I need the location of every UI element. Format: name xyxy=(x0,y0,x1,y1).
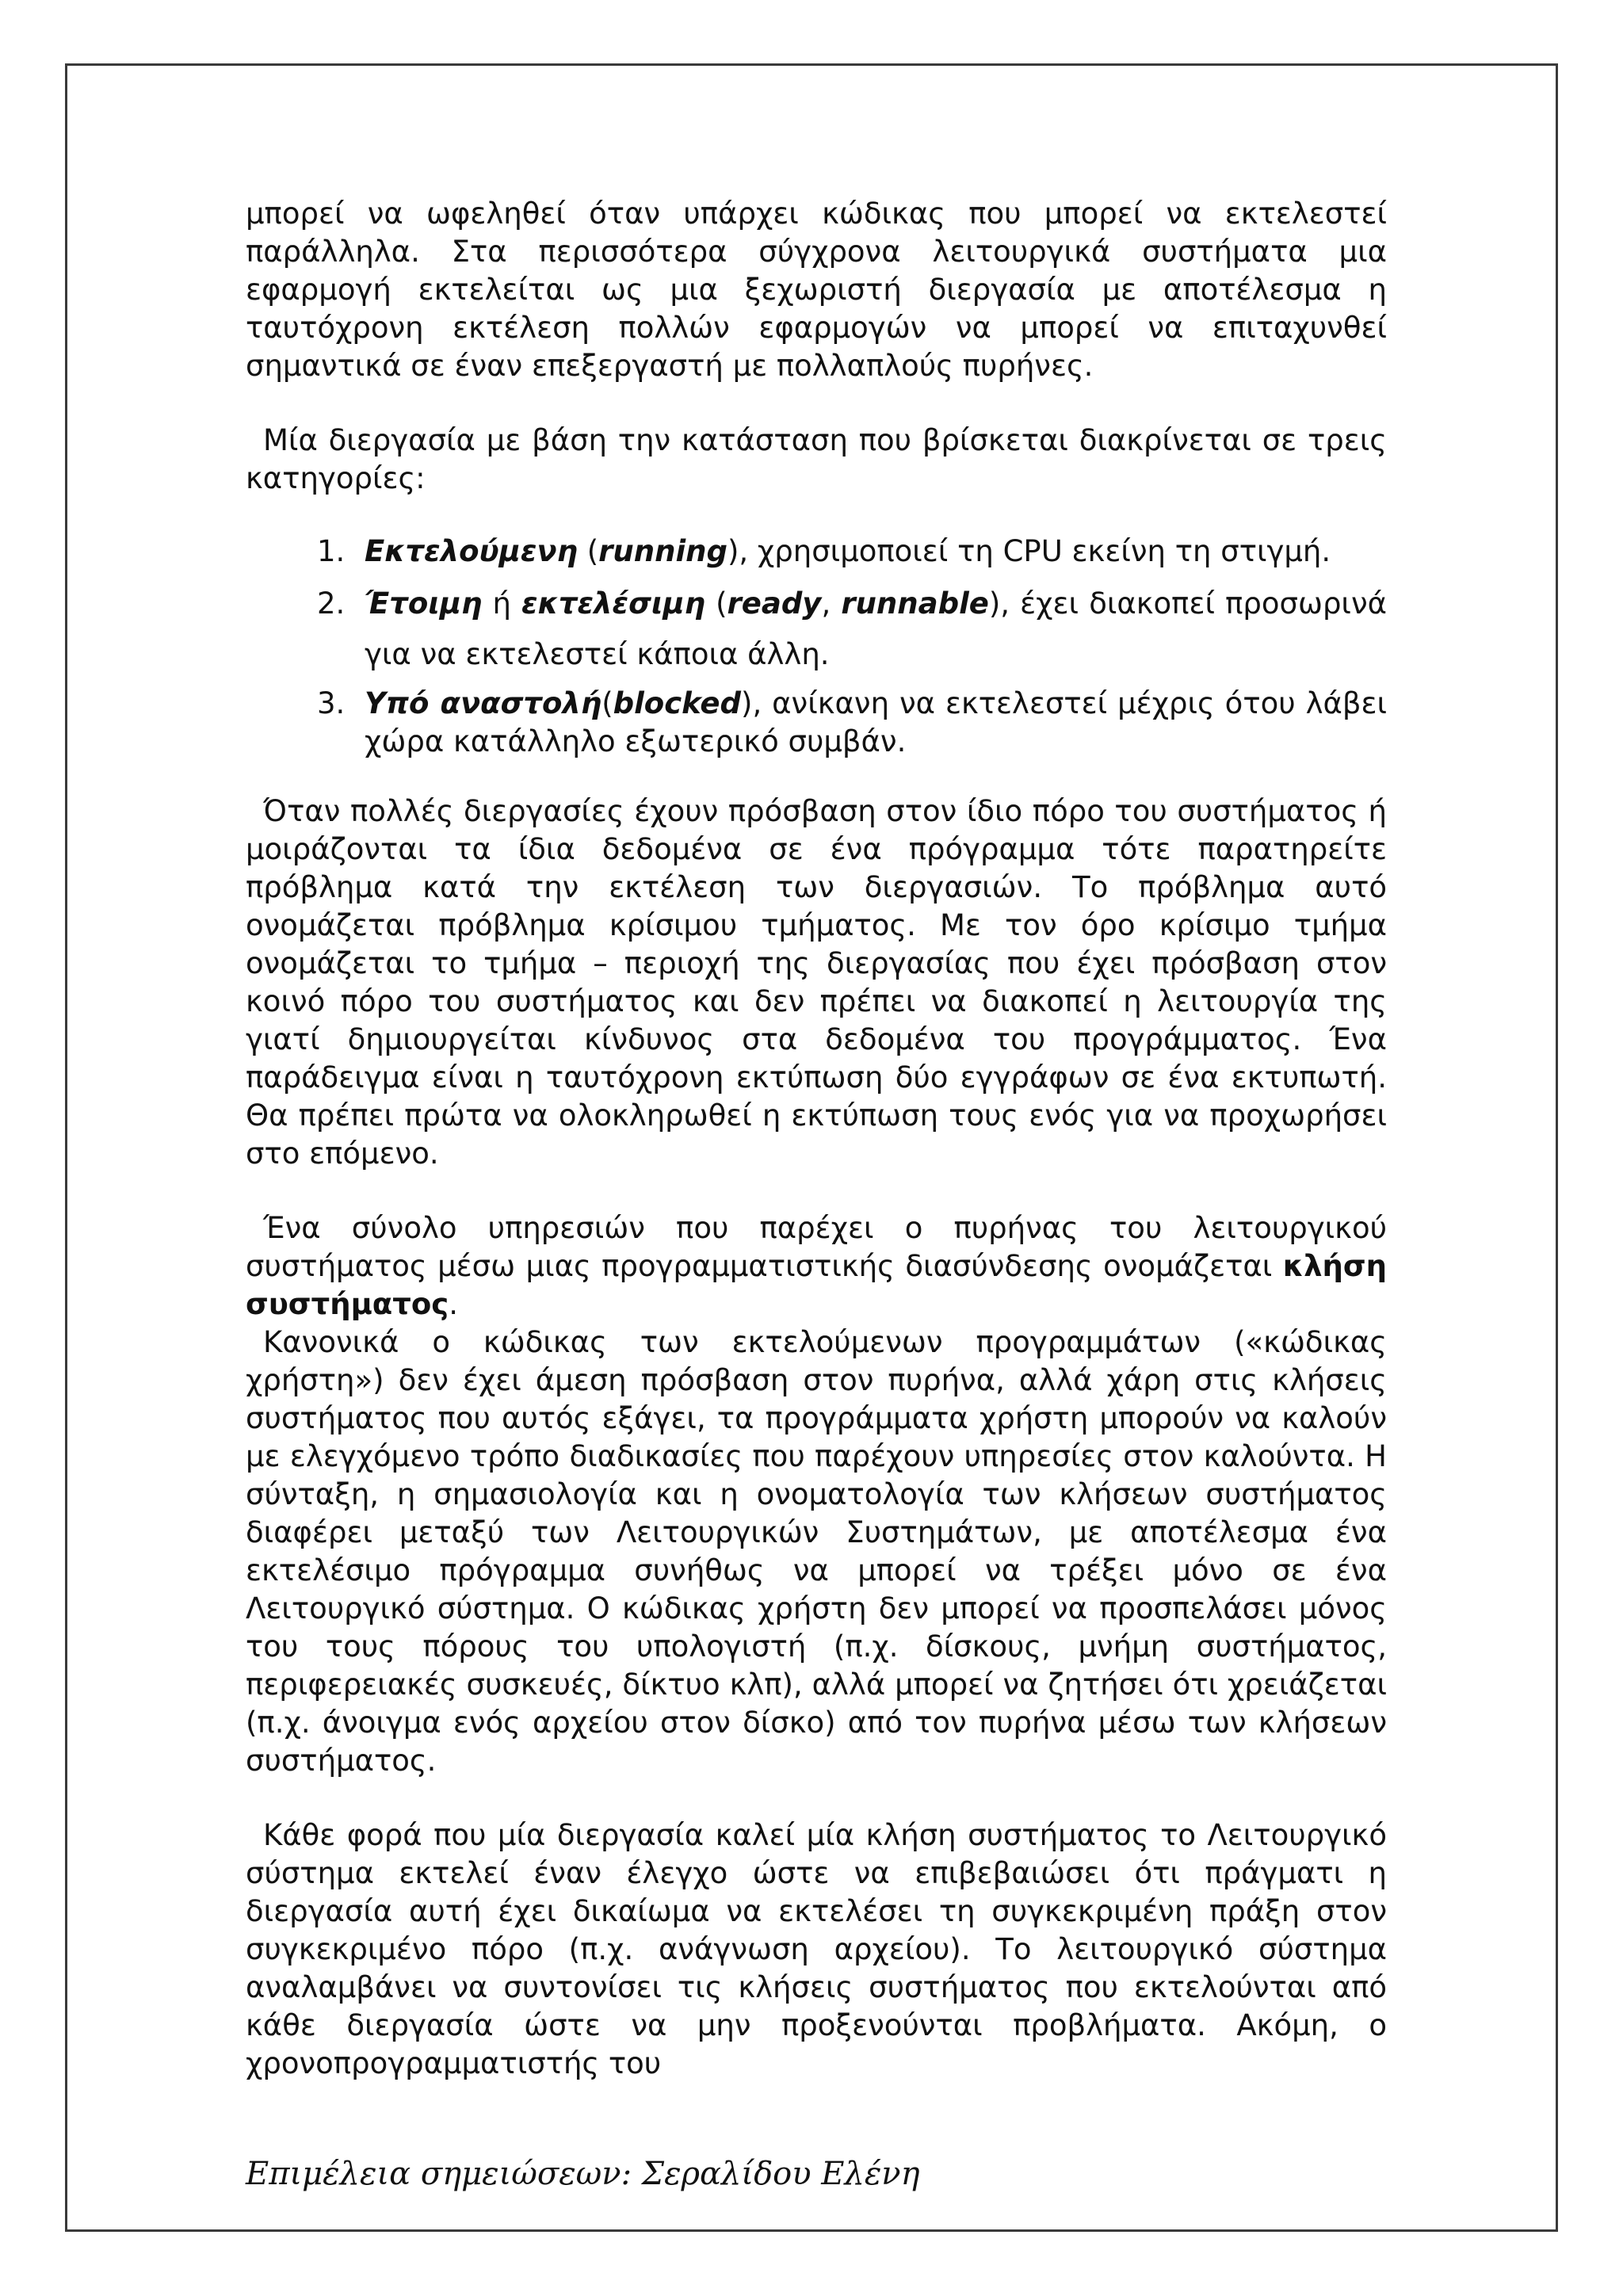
list-number: 3. xyxy=(317,686,346,720)
list-number: 2. xyxy=(317,586,346,621)
term-runnable-gr: εκτελέσιμη xyxy=(521,586,705,621)
paragraph-critical-section: Όταν πολλές διεργασίες έχουν πρόσβαση στον ίδιο πόρο του συστήματος ή μοιράζονται τα ίδια δεδομένα σε ένα πρόγραμμα τότε παρατηρείτε πρόβλημα κατά την εκτέλεση των διεργασιών. Το πρόβλημα αυτό ονομάζεται πρόβλημα κρίσιμου τμήματος. Με τον όρο κρίσιμο τμήμα ονομάζεται το τμήμα – περιοχή της διεργασίας που έχει πρόσβαση στον κοινό πόρο του συστήματος και δεν πρέπει να διακοπεί η λειτουργία της γιατί δημιουργείται κίνδυνος στα δεδομένα του προγράμματος. Ένα παράδειγμα είναι η ταυτόχρονη εκτύπωση δύο εγγράφων σε ένα εκτυπωτή. Θα πρέπει πρώτα να ολοκληρωθεί η εκτύπωση τους ενός για να προχωρήσει στο επόμενο. xyxy=(246,794,1387,1171)
term-ready-en: ready xyxy=(727,586,822,621)
term-running-gr: Εκτελούμενη xyxy=(365,534,578,568)
list-item-ready: 2. Έτοιμη ή εκτελέσιμη (ready, runnable), έχει διακοπεί προσωρινά για να εκτελεστεί κάποια άλλη. xyxy=(246,579,1387,680)
list-number: 1. xyxy=(317,534,346,568)
process-states-list xyxy=(246,533,1387,761)
paragraph-process-states-intro: Μία διεργασία με βάση την κατάσταση που βρίσκεται διακρίνεται σε τρεις κατηγορίες: xyxy=(246,423,1387,495)
term-ready-gr: Έτοιμη xyxy=(365,586,483,621)
term-system-call: κλήση συστήματος xyxy=(246,1249,1387,1321)
term-blocked-gr: Υπό αναστολή xyxy=(365,686,602,720)
term-blocked-en: blocked xyxy=(613,686,742,720)
list-item-blocked: 3. Υπό αναστολή(blocked), ανίκανη να εκτελεστεί μέχρις ότου λάβει χώρα κατάλληλο εξωτερικό συμβάν. xyxy=(317,686,1387,758)
paragraph-system-call-checks: Κάθε φορά που μία διεργασία καλεί μία κλήση συστήματος το Λειτουργικό σύστημα εκτελεί έναν έλεγχο ώστε να επιβεβαιώσει ότι πράγματι η διεργασία αυτή έχει δικαίωμα να εκτελέσει τη συγκεκριμένη πράξη στον συγκεκριμένο πόρο (π.χ. ανάγνωση αρχείου). Το λειτουργικό σύστημα αναλαμβάνει να συντονίσει τις κλήσεις συστήματος που εκτελούνται από κάθε διεργασία ώστε να μην προξενούνται προβλήματα. Ακόμη, ο χρονοπρογραμματιστής του xyxy=(246,1818,1387,2080)
paragraph-user-code: Κανονικά ο κώδικας των εκτελούμενων προγραμμάτων («κώδικας χρήστη») δεν έχει άμεση πρόσβαση στον πυρήνα, αλλά χάρη στις κλήσεις συστήματος που αυτός εξάγει, τα προγράμματα χρήστη μπορούν να καλούν με ελεγχόμενο τρόπο διαδικασίες που παρέχουν υπηρεσίες στον καλούντα. Η σύνταξη, η σημασιολογία και η ονοματολογία των κλήσεων συστήματος διαφέρει μεταξύ των Λειτουργικών Συστημάτων, με αποτέλεσμα ένα εκτελέσιμο πρόγραμμα συνήθως να μπορεί να τρέξει μόνο σε ένα Λειτουργικό σύστημα. Ο κώδικας χρήστη δεν μπορεί να προσπελάσει μόνος του τους πόρους του υπολογιστή (π.χ. δίσκους, μνήμη συστήματος, περιφερειακές συσκευές, δίκτυο κλπ), αλλά μπορεί να ζητήσει ότι χρειάζεται (π.χ. άνοιγμα ενός αρχείου στον δίσκο) από τον πυρήνα μέσω των κλήσεων συστήματος. xyxy=(246,1325,1387,1778)
term-runnable-en: runnable xyxy=(841,586,989,621)
paragraph-system-call-definition: Ένα σύνολο υπηρεσιών που παρέχει ο πυρήνας του λειτουργικού συστήματος μέσω μιας προγραμματιστικής διασύνδεσης ονομάζεται κλήση συστήματος. xyxy=(246,1211,1387,1321)
document-body xyxy=(246,195,1387,2083)
paragraph-parallel: μπορεί να ωφεληθεί όταν υπάρχει κώδικας που μπορεί να εκτελεστεί παράλληλα. Στα περισσότερα σύγχρονα λειτουργικά συστήματα μια εφαρμογή εκτελείται ως μια ξεχωριστή διεργασία με αποτέλεσμα η ταυτόχρονη εκτέλεση πολλών εφαρμογών να μπορεί να επιταχυνθεί σημαντικά σε έναν επεξεργαστή με πολλαπλούς πυρήνες. xyxy=(246,197,1387,383)
page-footer-credit: Επιμέλεια σημειώσεων: Σεραλίδου Ελένη xyxy=(246,2156,920,2192)
list-item-running: 1. Εκτελούμενη (running), χρησιμοποιεί τη CPU εκείνη τη στιγμή. xyxy=(246,533,1387,571)
term-running-en: running xyxy=(598,534,727,568)
